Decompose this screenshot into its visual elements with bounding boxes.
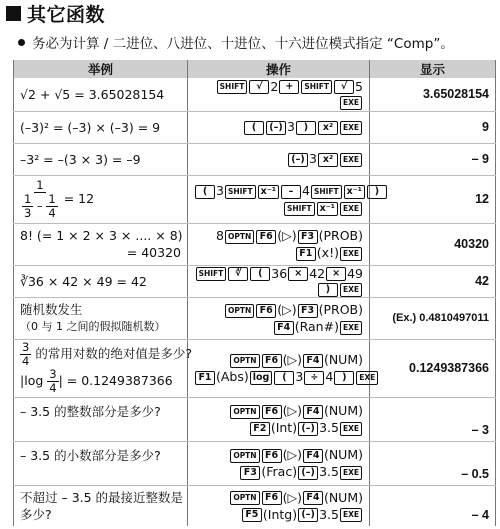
- reciprocal-key: x⁻¹: [317, 202, 338, 216]
- operation-cell: ( (–) 3 ) x² EXE: [188, 111, 370, 143]
- exe-key: EXE: [340, 202, 362, 216]
- table-row: [14, 111, 496, 143]
- f6-key: F6: [262, 449, 282, 463]
- operation-cell: SHIFT ∛ ( 36 × 42 × 49) EXE: [188, 265, 370, 297]
- negative-key: (–): [266, 121, 286, 135]
- fraction: $\frac{3}{4}$: [49, 367, 57, 395]
- exe-key: EXE: [340, 153, 362, 167]
- f4-key: F4: [274, 321, 294, 335]
- right-paren-key: ): [367, 185, 387, 199]
- exe-key: EXE: [340, 96, 362, 110]
- negative-key: (–): [298, 508, 318, 522]
- section-heading: [6, 1, 105, 25]
- optn-key: OPTN: [230, 354, 259, 368]
- shift-key: SHIFT: [196, 267, 227, 281]
- plus-key: +: [279, 80, 299, 94]
- f3-key: F3: [298, 230, 318, 244]
- shift-key: SHIFT: [225, 185, 256, 199]
- operation-cell: 8 OPTN F6 (▷) F3 (PROB) F1 (x!) EXE: [188, 223, 370, 265]
- negative-key: (–): [288, 153, 308, 167]
- table-row: [14, 397, 496, 441]
- display-value: – 0.5: [370, 441, 496, 485]
- f6-key: F6: [256, 230, 276, 244]
- fraction: 1 $\frac{1}{3}$ – $\frac{1}{4}$: [24, 177, 56, 220]
- f1-key: F1: [195, 371, 215, 385]
- table-row: [14, 143, 496, 175]
- optn-key: OPTN: [230, 449, 259, 463]
- exe-key: EXE: [356, 371, 378, 385]
- display-value: – 4: [370, 485, 496, 526]
- sqrt-key: √: [249, 80, 269, 94]
- f4-key: F4: [303, 449, 323, 463]
- f6-key: F6: [262, 354, 282, 368]
- negative-key: (–): [298, 422, 318, 436]
- exe-key: EXE: [340, 283, 362, 297]
- example-cell: – 3.5 的小数部分是多少?: [14, 441, 188, 485]
- times-key: ×: [326, 267, 346, 281]
- header-display: 显示: [370, 60, 496, 78]
- f1-key: F1: [296, 247, 316, 261]
- f4-key: F4: [303, 354, 323, 368]
- example-cell: 随机数发生 （0 与 1 之间的假拟随机数）: [14, 297, 188, 339]
- functions-table: [13, 60, 496, 526]
- f5-key: F5: [242, 508, 262, 522]
- example-cell: 8! (= 1 × 2 × 3 × .... × 8) = 40320: [14, 223, 188, 265]
- exe-key: EXE: [340, 422, 362, 436]
- right-paren-key: ): [318, 283, 338, 297]
- log-key: log: [250, 371, 273, 385]
- display-value: 12: [370, 175, 496, 223]
- table-row: [14, 297, 496, 339]
- example-cell: (–3)² = (–3) × (–3) = 9: [14, 111, 188, 143]
- exe-key: EXE: [340, 247, 362, 261]
- f4-key: F4: [303, 405, 323, 419]
- f3-key: F3: [298, 304, 318, 318]
- shift-key: SHIFT: [217, 80, 248, 94]
- example-cell: –3² = –(3 × 3) = –9: [14, 143, 188, 175]
- table-row: [14, 223, 496, 265]
- f2-key: F2: [250, 422, 270, 436]
- mode-note-text: 务必为计算 / 二进位、八进位、十进位、十六进位模式指定 “Comp”。: [32, 36, 454, 52]
- operation-cell: ( 3 SHIFT x⁻¹ – 4 SHIFT x⁻¹ ) SHIFT x⁻¹ EXE: [188, 175, 370, 223]
- example-cell: 不超过 – 3.5 的最接近整数是 多少?: [14, 485, 188, 526]
- times-key: ×: [288, 267, 308, 281]
- square-bullet-icon: [6, 6, 21, 21]
- display-value: 3.65028154: [370, 78, 496, 111]
- f4-key: F4: [303, 491, 323, 505]
- fraction: $\frac{3}{4}$: [22, 340, 30, 368]
- exe-key: EXE: [340, 121, 362, 135]
- display-value: – 9: [370, 143, 496, 175]
- header-operation: 操作: [188, 60, 370, 78]
- table-row: [14, 339, 496, 397]
- square-key: x²: [318, 121, 338, 135]
- sqrt-key: √: [334, 80, 354, 94]
- optn-key: OPTN: [225, 230, 254, 244]
- shift-key: SHIFT: [284, 202, 315, 216]
- example-cell: $\frac{3}{4}$ 的常用对数的绝对值是多少? |log $\frac{3}{4}$ | = 0.1249387366: [14, 339, 188, 397]
- exe-key: EXE: [340, 466, 362, 480]
- left-paren-key: (: [274, 371, 294, 385]
- reciprocal-key: x⁻¹: [344, 185, 365, 199]
- example-cell: √2 + √5 = 3.65028154: [14, 78, 188, 111]
- display-value: 9: [370, 111, 496, 143]
- f3-key: F3: [240, 466, 260, 480]
- square-key: x²: [318, 153, 338, 167]
- optn-key: OPTN: [225, 304, 254, 318]
- section-title: 其它函数: [27, 3, 106, 26]
- operation-cell: OPTN F6 (▷) F4 (NUM) F5 (Intg) (–) 3.5 EXE: [188, 485, 370, 526]
- bullet-dot-icon: [18, 39, 25, 46]
- minus-key: –: [281, 185, 301, 199]
- shift-key: SHIFT: [311, 185, 342, 199]
- reciprocal-key: x⁻¹: [258, 185, 279, 199]
- divide-key: ÷: [304, 371, 324, 385]
- table-row: [14, 485, 496, 526]
- operation-cell: OPTN F6 (▷) F4 (NUM) F1 (Abs) log ( 3 ÷ 4 ) EXE: [188, 339, 370, 397]
- display-value: – 3: [370, 397, 496, 441]
- example-cell: – 3.5 的整数部分是多少?: [14, 397, 188, 441]
- shift-key: SHIFT: [301, 80, 332, 94]
- f6-key: F6: [262, 491, 282, 505]
- display-value: (Ex.) 0.4810497011: [370, 297, 496, 339]
- right-paren-key: ): [296, 121, 316, 135]
- display-value: 0.1249387366: [370, 339, 496, 397]
- optn-key: OPTN: [230, 405, 259, 419]
- left-paren-key: (: [195, 185, 215, 199]
- header-example: 举例: [14, 60, 188, 78]
- optn-key: OPTN: [230, 491, 259, 505]
- operation-cell: SHIFT √ 2 + SHIFT √ 5EXE: [188, 78, 370, 111]
- operation-cell: OPTN F6 (▷) F4 (NUM) F2 (Int) (–) 3.5 EXE: [188, 397, 370, 441]
- left-paren-key: (: [244, 121, 264, 135]
- right-paren-key: ): [334, 371, 354, 385]
- display-value: 42: [370, 265, 496, 297]
- table-row: [14, 265, 496, 297]
- cube-root-key: ∛: [228, 267, 248, 281]
- left-paren-key: (: [250, 267, 270, 281]
- operation-cell: (–) 3 x² EXE: [188, 143, 370, 175]
- f6-key: F6: [262, 405, 282, 419]
- operation-cell: OPTN F6 (▷) F4 (NUM) F3 (Frac) (–) 3.5 EXE: [188, 441, 370, 485]
- example-cell: ∛36 × 42 × 49 = 42: [14, 265, 188, 297]
- table-row: [14, 175, 496, 223]
- mode-note: [18, 32, 454, 52]
- table-row: [14, 441, 496, 485]
- exe-key: EXE: [340, 321, 362, 335]
- operation-cell: OPTN F6 (▷) F3 (PROB) F4 (Ran#) EXE: [188, 297, 370, 339]
- exe-key: EXE: [340, 508, 362, 522]
- negative-key: (–): [298, 466, 318, 480]
- example-cell: 1 $\frac{1}{3}$ – $\frac{1}{4}$ = 12: [14, 175, 188, 223]
- f6-key: F6: [256, 304, 276, 318]
- table-row: [14, 78, 496, 111]
- display-value: 40320: [370, 223, 496, 265]
